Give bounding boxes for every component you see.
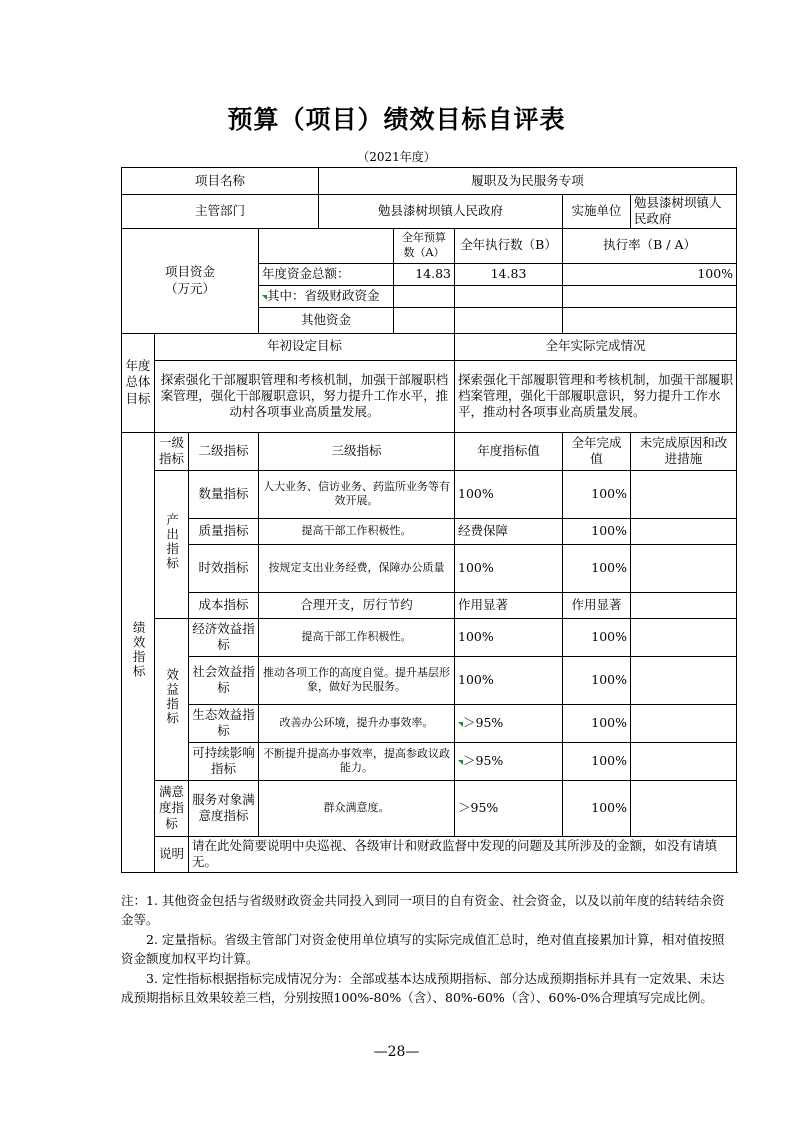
level3-cell: 改善办公环境，提升办事效率。 — [259, 704, 455, 742]
annual-goals-label: 年度总体目标 — [122, 333, 155, 432]
actual-value-cell: 100% — [563, 470, 631, 518]
indicator-row — [122, 780, 737, 836]
col-exec-header: 全年执行数（B） — [455, 228, 563, 263]
indicator-row — [122, 518, 737, 544]
actual-value-cell: 100% — [563, 618, 631, 656]
planned-goals-text: 探索强化干部履职管理和考核机制，加强干部履职档案管理，强化干部履职意识，努力提升工作水平，推动村各项事业高质量发展。 — [155, 360, 455, 432]
funds-total-label: 年度资金总额： — [259, 263, 394, 285]
project-name-label: 项目名称 — [122, 168, 319, 195]
actual-goals-header: 全年实际完成情况 — [455, 333, 737, 360]
level2-cell: 数量指标 — [189, 470, 259, 518]
actual-value-cell: 100% — [563, 742, 631, 780]
reason-header: 未完成原因和改进措施 — [631, 432, 737, 470]
funds-total-budget: 14.83 — [394, 263, 455, 285]
funds-total-rate: 100% — [563, 263, 737, 285]
level3-cell: 合理开支，厉行节约 — [259, 592, 455, 618]
reason-cell — [631, 470, 737, 518]
reason-cell — [631, 518, 737, 544]
page-title: 预算（项目）绩效目标自评表 — [227, 105, 566, 134]
reason-cell — [631, 592, 737, 618]
annual-value-cell: ＞95% — [455, 742, 563, 780]
annual-value-cell: 经费保障 — [455, 518, 563, 544]
reason-cell — [631, 618, 737, 656]
footnotes — [121, 891, 736, 1007]
satisfaction-indicators-label: 满意度指标 — [155, 780, 189, 836]
annual-value-cell: ＞95% — [455, 780, 563, 836]
funds-label: 项目资金 （万元） — [122, 228, 259, 333]
annual-value-cell: 作用显著 — [455, 592, 563, 618]
goals-content-row — [122, 360, 737, 432]
actual-value-cell: 100% — [563, 544, 631, 592]
annual-value-header: 年度指标值 — [455, 432, 563, 470]
funds-total-exec: 14.83 — [455, 263, 563, 285]
level3-cell: 不断提升提高办事效率，提高参政议政能力。 — [259, 742, 455, 780]
indicator-row — [122, 656, 737, 704]
funds-other-budget — [394, 307, 455, 333]
explanation-row — [122, 836, 737, 872]
level3-cell: 提高干部工作积极性。 — [259, 618, 455, 656]
reason-cell — [631, 704, 737, 742]
level3-cell: 群众满意度。 — [259, 780, 455, 836]
level1-header: 一级指标 — [155, 432, 189, 470]
actual-value-cell: 100% — [563, 704, 631, 742]
actual-value-cell: 100% — [563, 518, 631, 544]
col-rate-header: 执行率（B / A） — [563, 228, 737, 263]
project-name-value: 履职及为民服务专项 — [319, 168, 737, 195]
funds-provincial-budget — [394, 285, 455, 307]
planned-goals-header: 年初设定目标 — [155, 333, 455, 360]
benefit-indicators-label: 效益指标 — [155, 618, 189, 780]
funds-provincial-rate — [563, 285, 737, 307]
col-budget-header: 全年预算数（A） — [394, 228, 455, 263]
performance-indicators-label: 绩效指标 — [122, 432, 155, 872]
level2-header: 二级指标 — [189, 432, 259, 470]
actual-value-cell: 100% — [563, 656, 631, 704]
footnote-3: 3. 定性指标根据指标完成情况分为：全部或基本达成预期指标、部分达成预期指标并具有一定效果、未达成预期指标且效果较差三档，分别按照100%-80%（含）、80%-60%（含）、60%-0%合理填写完成比例。 — [121, 970, 725, 1005]
level2-cell: 经济效益指标 — [189, 618, 259, 656]
annual-value-cell: ＞95% — [455, 704, 563, 742]
impl-unit-label: 实施单位 — [563, 195, 631, 229]
level2-cell: 服务对象满意度指标 — [189, 780, 259, 836]
level2-cell: 成本指标 — [189, 592, 259, 618]
funds-other-label: 其他资金 — [259, 307, 394, 333]
level3-cell: 人大业务、信访业务、药监所业务等有效开展。 — [259, 470, 455, 518]
actual-value-cell: 100% — [563, 780, 631, 836]
explanation-text: 请在此处简要说明中央巡视、各级审计和财政监督中发现的问题及其所涉及的金额，如没有请填无。 — [189, 836, 737, 872]
level2-cell: 时效指标 — [189, 544, 259, 592]
level3-cell: 推动各项工作的高度自觉。提升基层形象，做好为民服务。 — [259, 656, 455, 704]
annual-value-cell: 100% — [455, 470, 563, 518]
actual-value-cell: 作用显著 — [563, 592, 631, 618]
annual-value-cell: 100% — [455, 544, 563, 592]
dept-label: 主管部门 — [122, 195, 319, 229]
indicator-row — [122, 618, 737, 656]
actual-goals-text: 探索强化干部履职管理和考核机制，加强干部履职档案管理，强化干部履职意识，努力提升工作水平，推动村各项事业高质量发展。 — [455, 360, 737, 432]
level3-cell: 按规定支出业务经费，保障办公质量 — [259, 544, 455, 592]
level2-cell: 社会效益指标 — [189, 656, 259, 704]
goals-header-row — [122, 333, 737, 360]
level3-cell: 提高干部工作积极性。 — [259, 518, 455, 544]
reason-cell — [631, 544, 737, 592]
year-subtitle: （2021年度） — [357, 150, 436, 164]
impl-unit-value: 勉县漆树坝镇人民政府 — [631, 195, 737, 229]
indicator-row — [122, 742, 737, 780]
annual-value-cell: 100% — [455, 618, 563, 656]
reason-cell — [631, 656, 737, 704]
reason-cell — [631, 742, 737, 780]
dept-value: 勉县漆树坝镇人民政府 — [319, 195, 563, 229]
page-number: —28— — [373, 1044, 420, 1060]
funds-other-exec — [455, 307, 563, 333]
indicator-row — [122, 704, 737, 742]
funds-blank-header — [259, 228, 394, 263]
footnote-1: 注：1. 其他资金包括与省级财政资金共同投入到同一项目的自有资金、社会资金，以及以前年度的结转结余资金等。 — [121, 893, 725, 928]
reason-cell — [631, 780, 737, 836]
indicator-row — [122, 470, 737, 518]
output-indicators-label: 产出指标 — [155, 470, 189, 618]
department-row — [122, 195, 737, 229]
funds-header-row — [122, 228, 737, 263]
indicator-row — [122, 592, 737, 618]
funds-provincial-exec — [455, 285, 563, 307]
footnote-2: 2. 定量指标。省级主管部门对资金使用单位填写的实际完成值汇总时，绝对值直接累加计算，相对值按照资金额度加权平均计算。 — [121, 931, 725, 967]
actual-value-header: 全年完成值 — [563, 432, 631, 470]
project-name-row — [122, 168, 737, 195]
funds-other-rate — [563, 307, 737, 333]
explanation-label: 说明 — [155, 836, 189, 872]
funds-provincial-label: 其中：省级财政资金 — [259, 285, 394, 307]
level3-header: 三级指标 — [259, 432, 455, 470]
indicator-row — [122, 544, 737, 592]
indicators-header-row — [122, 432, 737, 470]
level2-cell: 生态效益指标 — [189, 704, 259, 742]
annual-value-cell: 100% — [455, 656, 563, 704]
level2-cell: 质量指标 — [189, 518, 259, 544]
evaluation-table — [121, 167, 737, 873]
level2-cell: 可持续影响指标 — [189, 742, 259, 780]
